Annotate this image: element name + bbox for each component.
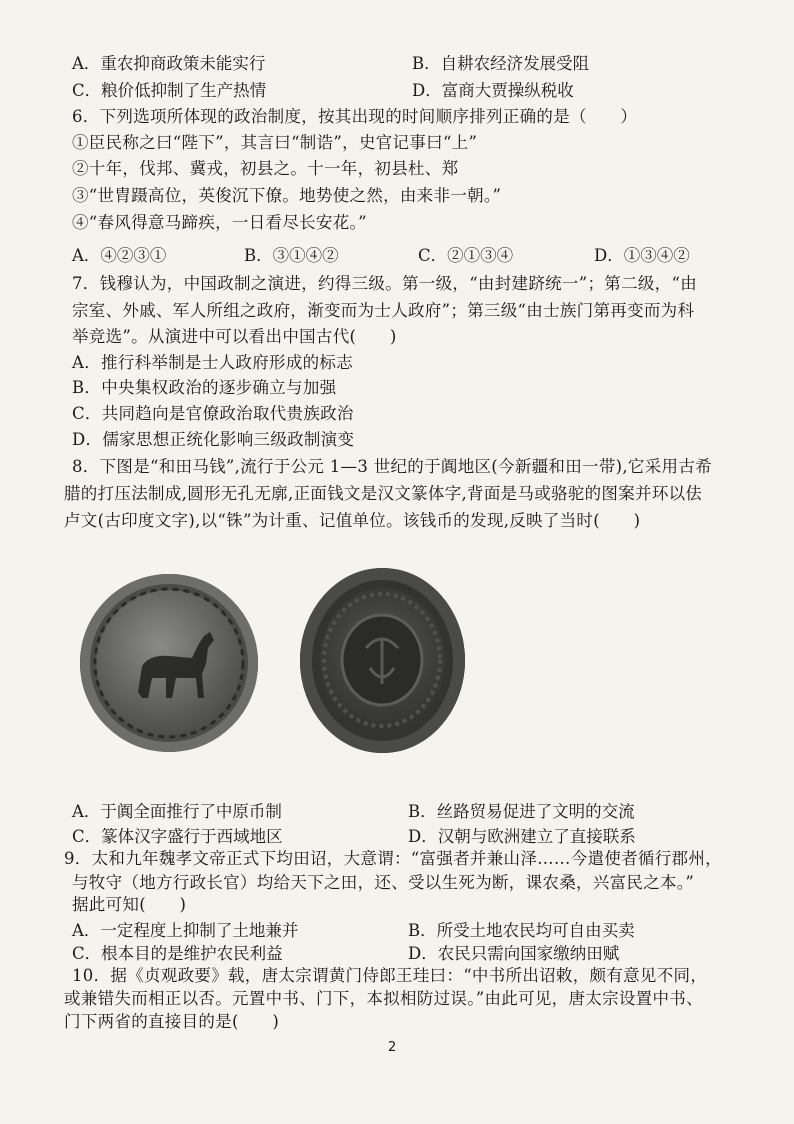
q5-option-a: A．重农抑商政策未能实行	[72, 54, 266, 73]
q8-stem-line-3: 卢文(古印度文字),以“铢”为计重、记值单位。该钱币的发现,反映了当时( )	[64, 511, 641, 530]
q6-stem: 6．下列选项所体现的政治制度，按其出现的时间顺序排列正确的是（ ）	[72, 107, 638, 126]
q5-options-row-2	[72, 77, 752, 101]
q6-option-a: A．④②③①	[72, 246, 167, 265]
q7-option-c: C．共同趋向是官僚政治取代贵族政治	[72, 404, 354, 423]
q10-stem-line-3: 门下两省的直接目的是( )	[64, 1012, 280, 1031]
q8-option-b: B．丝路贸易促进了文明的交流	[408, 802, 635, 821]
q7-stem-line-2: 宗室、外戚、军人所组之政府，渐变而为士人政府”；第三级“由士族门第再变而为科	[72, 301, 695, 320]
q8-option-a: A．于阗全面推行了中原币制	[72, 802, 282, 821]
coin-script-side-image	[300, 568, 465, 753]
q6-item-4: ④“春风得意马蹄疾，一日看尽长安花。”	[72, 213, 367, 232]
q6-option-d: D．①③④②	[594, 246, 690, 265]
q9-stem-line-1: 9．太和九年魏孝文帝正式下均田诏，大意谓：“富强者并兼山泽……今遣使者循行郡州，	[64, 849, 722, 868]
q6-option-c: C．②①③④	[418, 246, 514, 265]
q7-option-b: B．中央集权政治的逐步确立与加强	[72, 378, 337, 397]
q5-option-d: D．富商大贾操纵税收	[412, 81, 574, 100]
q9-option-c: C．根本目的是维护农民利益	[72, 944, 283, 963]
q8-option-d: D．汉朝与欧洲建立了直接联系	[408, 827, 636, 846]
q6-item-1: ①臣民称之曰“陛下”，其言曰“制诰”，史官记事曰“上”	[72, 133, 478, 152]
q5-option-c: C．粮价低抑制了生产热情	[72, 81, 267, 100]
q5-options-row-1	[72, 50, 752, 74]
q6-option-b: B．③①④②	[244, 246, 339, 265]
q10-stem-line-1: 10．据《贞观政要》载，唐太宗谓黄门侍郎王珪曰：“中书所出诏敕，颇有意见不同，	[72, 966, 708, 985]
seal-script-icon	[300, 568, 465, 753]
q8-stem-line-1: 8．下图是“和田马钱”,流行于公元 1—3 世纪的于阗地区(今新疆和田一带),它采用古希	[72, 457, 712, 476]
q8-options-row-2	[72, 823, 752, 847]
q9-stem-line-2: 与牧守（地方行政长官）均给天下之田，还、受以生死为断，课农桑，兴富民之本。”	[72, 873, 695, 892]
q5-option-b: B．自耕农经济发展受阻	[412, 54, 590, 73]
horse-icon	[80, 574, 258, 752]
q9-option-b: B．所受土地农民均可自由买卖	[408, 921, 635, 940]
q9-options-row-2	[72, 940, 752, 964]
q6-item-2: ②十年，伐邦、冀戎，初县之。十一年，初县杜、郑	[72, 159, 459, 178]
q8-option-c: C．篆体汉字盛行于西域地区	[72, 827, 283, 846]
q9-option-a: A．一定程度上抑制了土地兼并	[72, 921, 299, 940]
q7-stem-line-3: 举竞选”。从演进中可以看出中国古代( )	[72, 327, 397, 346]
q8-options-row-1	[72, 798, 752, 822]
q9-stem-line-3: 据此可知( )	[72, 895, 187, 914]
q10-stem-line-2: 或兼错失而相正以否。元置中书、门下，本拟相防过误。”由此可见，唐太宗设置中书、	[64, 989, 703, 1008]
q8-stem-line-2: 腊的打压法制成,圆形无孔无廓,正面钱文是汉文篆体字,背面是马或骆驼的图案并环以佉	[64, 484, 703, 503]
q9-option-d: D．农民只需向国家缴纳田赋	[408, 944, 620, 963]
q9-options-row-1	[72, 917, 752, 941]
q7-stem-line-1: 7．钱穆认为，中国政制之演进，约得三级。第一级，“由封建跻统一”；第二级，“由	[72, 274, 698, 293]
q7-option-a: A．推行科举制是士人政府形成的标志	[72, 353, 354, 372]
q7-option-d: D．儒家思想正统化影响三级政制演变	[72, 430, 355, 449]
page-number: 2	[388, 1040, 397, 1055]
coin-horse-side-image	[80, 574, 258, 752]
q6-item-3: ③“世胄蹑高位，英俊沉下僚。地势使之然，由来非一朝。”	[72, 186, 502, 205]
q6-options-row	[72, 242, 752, 266]
